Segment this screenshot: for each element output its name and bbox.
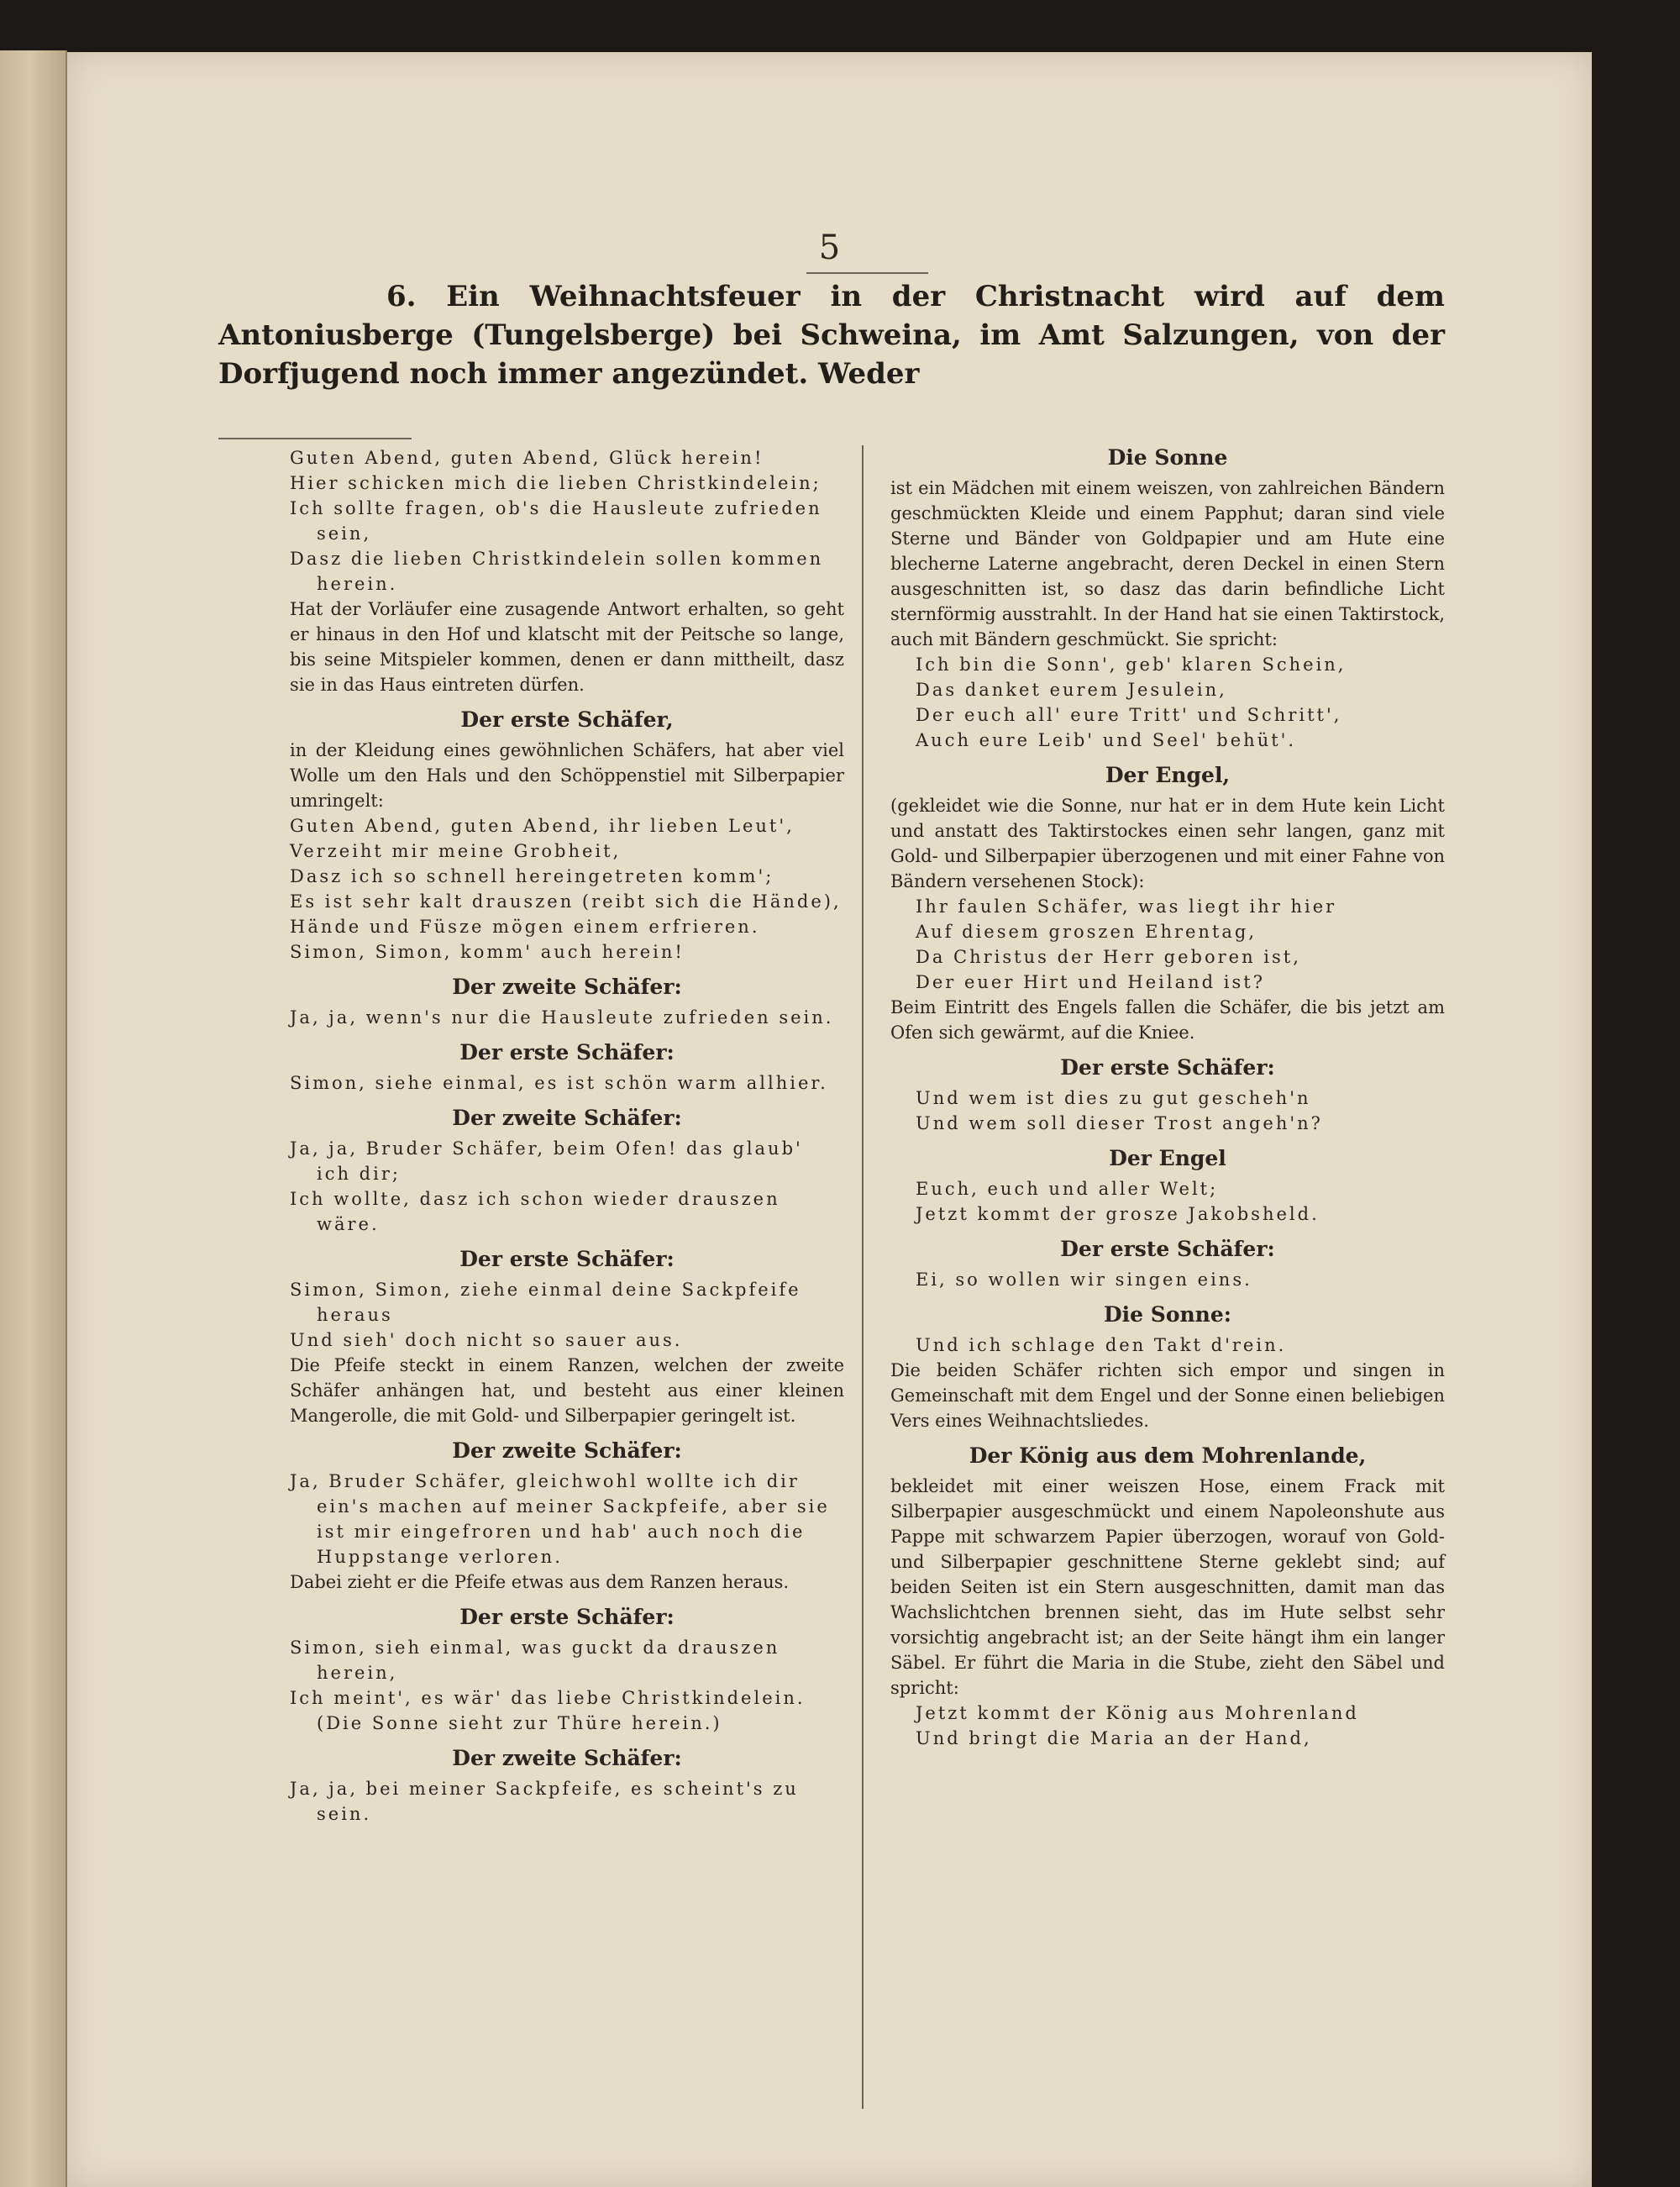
verse-line: Auf diesem groszen Ehrentag, bbox=[916, 922, 1257, 942]
verse-line: Ja, Bruder Schäfer, gleichwohl wollte ich dir ein's machen auf meiner Sackpfeife, aber sie ist mir eingefroren und hab' auch noch die Huppstange verloren. bbox=[290, 1471, 830, 1567]
verse-line: Hier schicken mich die lieben Christkindelein; bbox=[290, 473, 822, 493]
verse-line: Ihr faulen Schäfer, was liegt ihr hier bbox=[916, 896, 1337, 917]
verse-block bbox=[290, 1469, 844, 1569]
verse-line: Jetzt kommt der grosze Jakobsheld. bbox=[916, 1204, 1320, 1224]
verse-block bbox=[890, 1176, 1445, 1227]
speaker-heading: Der erste Schäfer: bbox=[1060, 1055, 1275, 1080]
verse-line: Ei, so wollen wir singen eins. bbox=[916, 1270, 1252, 1290]
verse-line: Euch, euch und aller Welt; bbox=[916, 1179, 1219, 1199]
verse-line: Und wem soll dieser Trost angeh'n? bbox=[916, 1113, 1323, 1133]
speaker-heading: Der erste Schäfer: bbox=[459, 1040, 675, 1065]
verse-line: Ich sollte fragen, ob's die Hausleute zufrieden sein, bbox=[290, 498, 822, 544]
verse-line: Verzeiht mir meine Grobheit, bbox=[290, 841, 622, 861]
speaker-heading: Der König aus dem Mohrenlande, bbox=[969, 1443, 1367, 1468]
column-divider bbox=[862, 445, 864, 2109]
prose-paragraph: (gekleidet wie die Sonne, nur hat er in dem Hute kein Licht und anstatt des Taktirstockes einen sehr langen, ganz mit Gold- und Silberpapier überzogenen und mit einer Fahne von Bändern versehenen Stock): bbox=[890, 796, 1445, 891]
verse-block bbox=[890, 1701, 1445, 1751]
verse-line: Ja, ja, bei meiner Sackpfeife, es scheint's zu sein. bbox=[290, 1779, 799, 1824]
prose-paragraph: ist ein Mädchen mit einem weiszen, von zahlreichen Bändern geschmückten Kleide und einem Papphut; daran sind viele Sterne und Bänder von Goldpapier und am Hute eine blecherne Laterne angebracht, deren Deckel in einen Stern ausgeschnitten ist, so dasz das darin befindliche Licht sternförmig ausstrahlt. In der Hand hat sie einen Taktirstock, auch mit Bändern geschmückt. Sie spricht: bbox=[890, 478, 1445, 649]
speaker-heading: Der Engel bbox=[1109, 1146, 1226, 1170]
verse-block bbox=[290, 1277, 844, 1353]
verse-block bbox=[290, 1776, 844, 1827]
verse-line: Ich wollte, dasz ich schon wieder drauszen wäre. bbox=[290, 1189, 780, 1234]
prose-paragraph: Hat der Vorläufer eine zusagende Antwort erhalten, so geht er hinaus in den Hof und klatscht mit der Peitsche so lange, bis seine Mitspieler kommen, denen er dann mittheilt, dasz sie in das Haus eintreten dürfen. bbox=[290, 599, 844, 695]
speaker-heading: Der zweite Schäfer: bbox=[452, 1106, 682, 1130]
speaker-heading: Der Engel, bbox=[1105, 763, 1231, 787]
verse-line: Jetzt kommt der König aus Mohrenland bbox=[916, 1703, 1359, 1723]
verse-line: Und bringt die Maria an der Hand, bbox=[916, 1728, 1312, 1748]
verse-line: Und ich schlage den Takt d'rein. bbox=[916, 1335, 1287, 1355]
verse-line: Simon, Simon, ziehe einmal deine Sackpfeife heraus bbox=[290, 1280, 801, 1325]
verse-line: Ich bin die Sonn', geb' klaren Schein, bbox=[916, 655, 1347, 675]
verse-block bbox=[890, 894, 1445, 995]
speaker-heading: Der erste Schäfer: bbox=[459, 1605, 675, 1629]
verse-block bbox=[290, 445, 844, 597]
speaker-heading: Der erste Schäfer: bbox=[459, 1247, 675, 1271]
verse-line: Guten Abend, guten Abend, ihr lieben Leut', bbox=[290, 816, 795, 836]
speaker-heading: Der zweite Schäfer: bbox=[452, 1746, 682, 1770]
verse-block bbox=[290, 1070, 844, 1096]
verse-line: Und sieh' doch nicht so sauer aus. bbox=[290, 1330, 683, 1350]
verse-block bbox=[890, 1333, 1445, 1358]
prose-paragraph: bekleidet mit einer weiszen Hose, einem Frack mit Silberpapier ausgeschmückt und einem Napoleonshute aus Pappe mit schwarzem Papier überzogen, worauf von Gold- und Silberpapier geschnittene Sterne geklebt sind; auf beiden Seiten ist ein Stern ausgeschnitten, damit man das Wachslichtchen brennen sieht, das im Hute selbst sehr vorsichtig angebracht ist; an der Seite hängt ihm ein langer Säbel. Er führt die Maria in die Stube, zieht den Säbel und spricht: bbox=[890, 1476, 1445, 1698]
intro-paragraph: 6. Ein Weihnachtsfeuer in der Christnacht wird auf dem Antoniusberge (Tungelsberge) bei Schweina, im Amt Salzungen, von der Dorfjugend noch immer angezündet. Weder bbox=[218, 280, 1445, 391]
speaker-heading: Der zweite Schäfer: bbox=[452, 1438, 682, 1463]
prose-paragraph: Beim Eintritt des Engels fallen die Schäfer, die bis jetzt am Ofen sich gewärmt, auf die Kniee. bbox=[890, 997, 1445, 1043]
verse-line: Auch eure Leib' und Seel' behüt'. bbox=[916, 730, 1297, 750]
book-page bbox=[67, 52, 1592, 2187]
speaker-heading: Der erste Schäfer: bbox=[1060, 1237, 1275, 1261]
verse-block bbox=[290, 1136, 844, 1237]
intro-rule bbox=[218, 438, 412, 439]
verse-line: Da Christus der Herr geboren ist, bbox=[916, 947, 1301, 967]
left-column bbox=[290, 445, 844, 1827]
verse-block bbox=[890, 1267, 1445, 1292]
verse-block bbox=[290, 1635, 844, 1736]
verse-line: Und wem ist dies zu gut gescheh'n bbox=[916, 1088, 1311, 1108]
verse-line: Es ist sehr kalt drauszen (reibt sich die Hände), bbox=[290, 891, 842, 912]
verse-line: Ich meint', es wär' das liebe Christkindelein. (Die Sonne sieht zur Thüre herein.) bbox=[290, 1688, 806, 1733]
speaker-heading: Der zweite Schäfer: bbox=[452, 975, 682, 999]
book-spine-edge bbox=[0, 50, 67, 2187]
verse-line: Der euer Hirt und Heiland ist? bbox=[916, 972, 1265, 992]
speaker-heading: Die Sonne: bbox=[1103, 1302, 1231, 1327]
prose-paragraph: Dabei zieht er die Pfeife etwas aus dem Ranzen heraus. bbox=[290, 1572, 790, 1592]
prose-paragraph: Die Pfeife steckt in einem Ranzen, welchen der zweite Schäfer anhängen hat, und besteht aus einer kleinen Mangerolle, die mit Gold- und Silberpapier geringelt ist. bbox=[290, 1355, 844, 1426]
verse-line: Das danket eurem Jesulein, bbox=[916, 680, 1227, 700]
prose-paragraph: Die beiden Schäfer richten sich empor und singen in Gemeinschaft mit dem Engel und der Sonne einen beliebigen Vers eines Weihnachtsliedes. bbox=[890, 1360, 1445, 1431]
speaker-heading: Die Sonne bbox=[1107, 445, 1228, 470]
verse-block bbox=[890, 1086, 1445, 1136]
verse-line: Simon, siehe einmal, es ist schön warm allhier. bbox=[290, 1073, 828, 1093]
verse-line: Der euch all' eure Tritt' und Schritt', bbox=[916, 705, 1342, 725]
verse-line: Hände und Füsze mögen einem erfrieren. bbox=[290, 917, 760, 937]
verse-block bbox=[290, 813, 844, 965]
verse-line: Guten Abend, guten Abend, Glück herein! bbox=[290, 448, 764, 468]
verse-line: Simon, sieh einmal, was guckt da drauszen herein, bbox=[290, 1638, 780, 1683]
prose-paragraph: in der Kleidung eines gewöhnlichen Schäfers, hat aber viel Wolle um den Hals und den Schöppenstiel mit Silberpapier umringelt: bbox=[290, 740, 844, 811]
verse-line: Dasz ich so schnell hereingetreten komm'; bbox=[290, 866, 774, 886]
verse-line: Simon, Simon, komm' auch herein! bbox=[290, 942, 685, 962]
verse-block bbox=[290, 1005, 844, 1030]
speaker-heading: Der erste Schäfer, bbox=[460, 707, 674, 732]
verse-line: Ja, ja, Bruder Schäfer, beim Ofen! das glaub' ich dir; bbox=[290, 1138, 803, 1184]
right-column bbox=[890, 445, 1445, 1751]
verse-line: Ja, ja, wenn's nur die Hausleute zufrieden sein. bbox=[290, 1007, 834, 1028]
verse-block bbox=[890, 652, 1445, 753]
page-number-rule bbox=[806, 272, 928, 274]
verse-line: Dasz die lieben Christkindelein sollen kommen herein. bbox=[290, 549, 824, 594]
page-number: 5 bbox=[818, 229, 841, 267]
